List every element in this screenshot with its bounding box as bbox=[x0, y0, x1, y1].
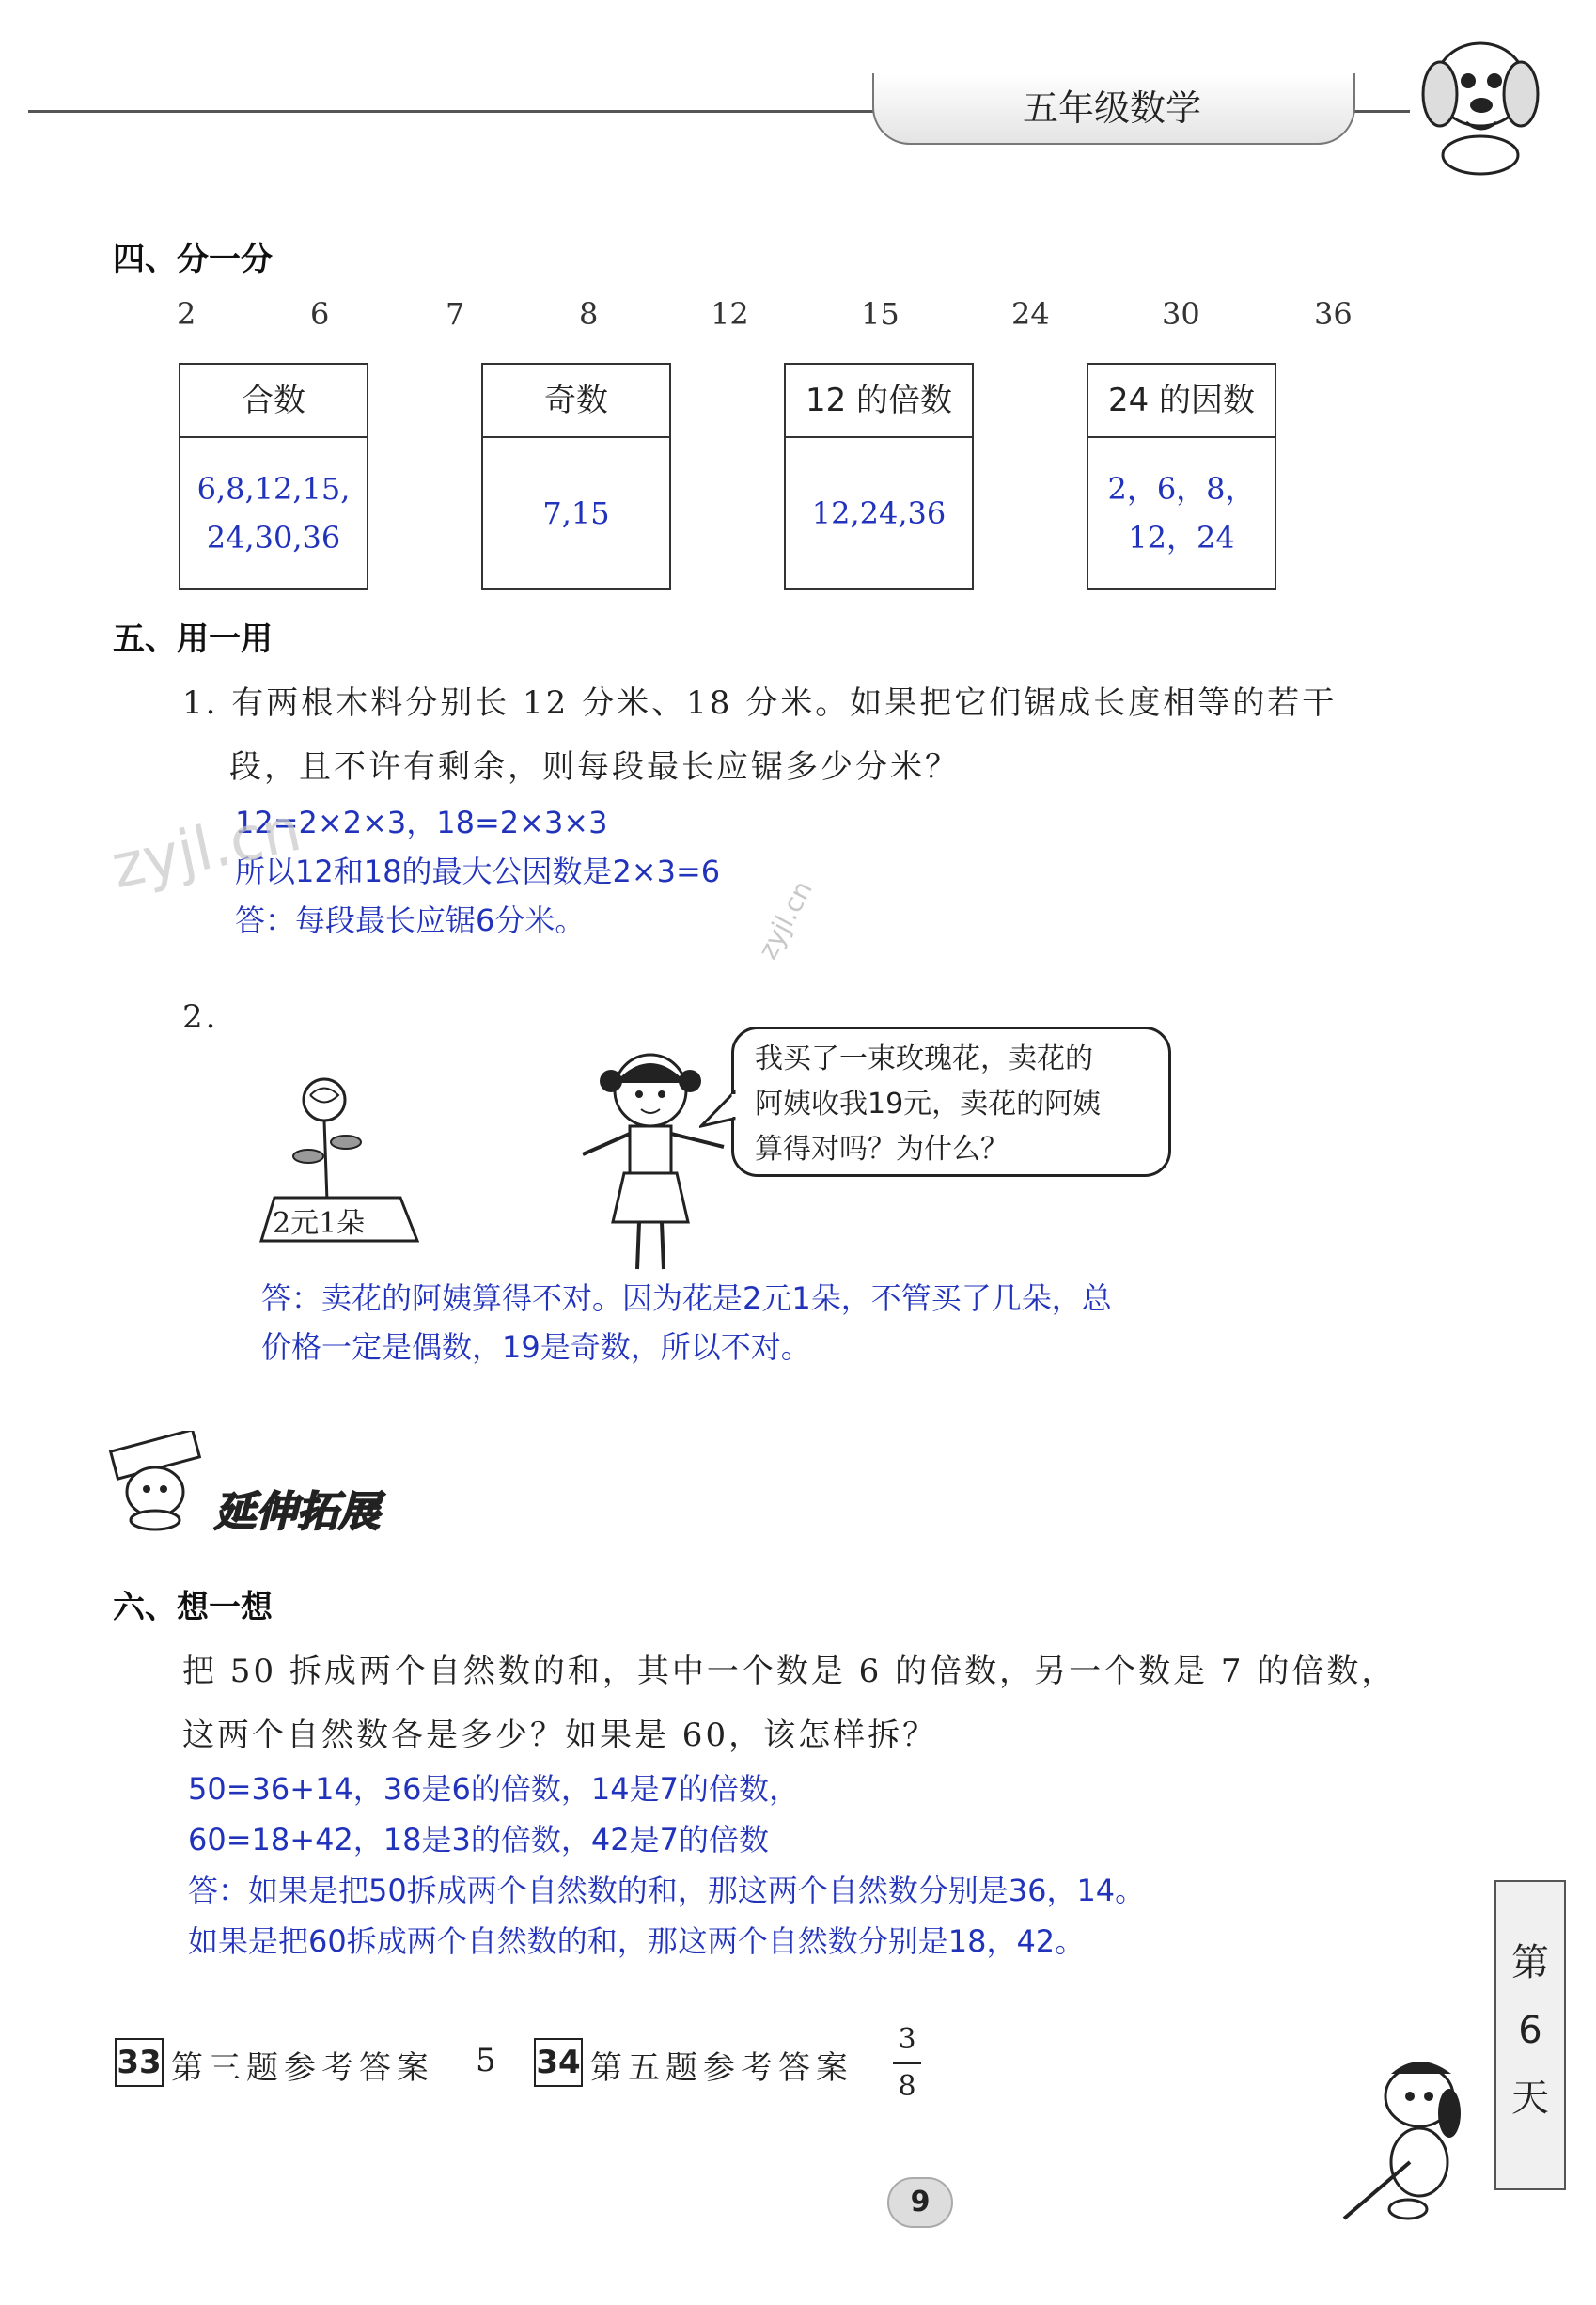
answer-1-line: 所以12和18的最大公因数是2×3=6 bbox=[235, 854, 721, 889]
question-1-line1: 1. 有两根木料分别长 12 分米、18 分米。如果把它们锯成长度相等的若干 bbox=[182, 684, 1338, 722]
category-box-odd bbox=[481, 363, 671, 590]
footer-text: 第三题参考答案 bbox=[171, 2049, 434, 2087]
watermark: zyjl.cn bbox=[752, 875, 819, 964]
category-answer: 2，6，8， 12，24 bbox=[1107, 471, 1256, 556]
number-item: 6 bbox=[310, 296, 330, 332]
dog-with-pencil-icon bbox=[1335, 2040, 1494, 2228]
category-label: 奇数 bbox=[483, 365, 669, 438]
category-answer: 7,15 bbox=[542, 495, 610, 531]
header-rule-right bbox=[1353, 110, 1410, 113]
number-item: 15 bbox=[861, 296, 900, 332]
speech-bubble: 我买了一束玫瑰花，卖花的 阿姨收我19元，卖花的阿姨 算得对吗？为什么？ bbox=[731, 1027, 1171, 1177]
header-rule bbox=[28, 110, 874, 113]
number-item: 24 bbox=[1011, 296, 1050, 332]
footer-value: 5 bbox=[476, 2042, 502, 2079]
answer-6-line: 60=18+42，18是3的倍数，42是7的倍数 bbox=[188, 1822, 769, 1858]
category-box-factors-24 bbox=[1087, 363, 1276, 590]
section6-title: 六、想一想 bbox=[113, 1589, 273, 1626]
watermark: zyjl.cn bbox=[105, 794, 307, 903]
answer-2-line: 答：卖花的阿姨算得不对。因为花是2元1朵，不管买了几朵，总 bbox=[261, 1280, 1112, 1316]
dog-mascot-icon bbox=[1410, 19, 1551, 179]
answer-2-line: 价格一定是偶数，19是奇数，所以不对。 bbox=[261, 1329, 811, 1365]
category-label: 12 的倍数 bbox=[786, 365, 972, 438]
number-item: 8 bbox=[579, 296, 599, 332]
header-title: 五年级数学 bbox=[1022, 87, 1201, 129]
girl-icon bbox=[564, 1034, 743, 1278]
speech-bubble-tail bbox=[699, 1090, 737, 1128]
footer-badge: 34 bbox=[534, 2038, 583, 2087]
category-answer: 6,8,12,15, 24,30,36 bbox=[196, 471, 351, 556]
number-item: 2 bbox=[177, 296, 196, 332]
category-box-multiples-12 bbox=[784, 363, 974, 590]
category-label: 24 的因数 bbox=[1088, 365, 1275, 438]
extension-mascot-icon bbox=[103, 1431, 207, 1534]
number-item: 30 bbox=[1162, 296, 1200, 332]
price-tag-label: 2元1朵 bbox=[273, 1207, 366, 1240]
day-marker: 第 6 天 bbox=[1494, 1880, 1566, 2190]
answer-1-line: 12=2×2×3，18=2×3×3 bbox=[235, 805, 608, 840]
number-item: 12 bbox=[711, 296, 749, 332]
extension-title: 延伸拓展 bbox=[214, 1488, 380, 1536]
number-item: 36 bbox=[1314, 296, 1353, 332]
section4-title: 四、分一分 bbox=[113, 241, 273, 278]
answer-6-line: 50=36+14，36是6的倍数，14是7的倍数， bbox=[188, 1771, 799, 1807]
answer-1-line: 答：每段最长应锯6分米。 bbox=[235, 902, 586, 938]
section5-title: 五、用一用 bbox=[113, 620, 273, 658]
question-6-line1: 把 50 拆成两个自然数的和，其中一个数是 6 的倍数，另一个数是 7 的倍数， bbox=[182, 1653, 1397, 1690]
category-answer: 12,24,36 bbox=[811, 495, 947, 531]
answer-6-line: 答：如果是把50拆成两个自然数的和，那这两个自然数分别是36，14。 bbox=[188, 1873, 1146, 1908]
footer-text: 第五题参考答案 bbox=[590, 2049, 853, 2087]
footer-fraction: 3 8 bbox=[893, 2021, 921, 2106]
page-number: 9 bbox=[887, 2177, 953, 2228]
question-1-line2: 段，且不许有剩余，则每段最长应锯多少分米？ bbox=[229, 748, 960, 786]
number-item: 7 bbox=[446, 296, 465, 332]
footer-badge: 33 bbox=[115, 2038, 164, 2087]
rose-icon bbox=[273, 1072, 376, 1203]
question-6-line2: 这两个自然数各是多少？如果是 60，该怎样拆？ bbox=[182, 1717, 938, 1754]
answer-6-line: 如果是把60拆成两个自然数的和，那这两个自然数分别是18，42。 bbox=[188, 1923, 1086, 1959]
category-label: 合数 bbox=[180, 365, 367, 438]
question-2-number: 2. bbox=[182, 998, 219, 1036]
category-box-composite bbox=[179, 363, 368, 590]
